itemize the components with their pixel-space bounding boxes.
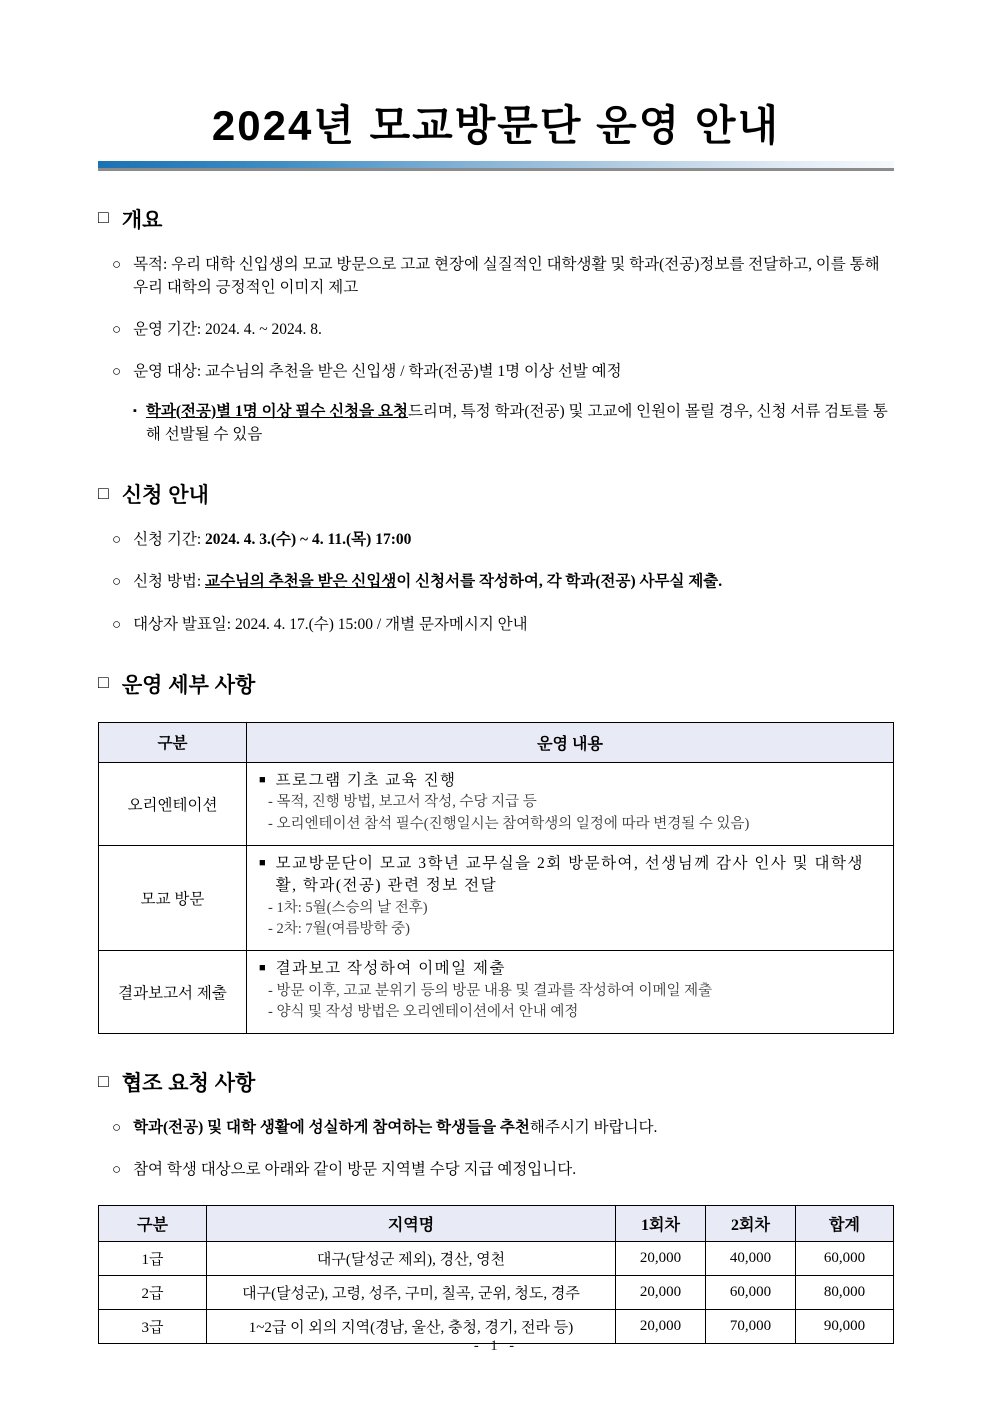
details-main-line	[259, 770, 883, 792]
section-heading-text: 협조 요청 사항	[121, 1072, 256, 1096]
section-cooperation-heading	[98, 1067, 894, 1097]
table-cell: 90,000	[796, 1309, 894, 1343]
circle-bullet-icon: ○	[112, 616, 122, 633]
details-row-content	[247, 951, 894, 1034]
filled-square-bullet-icon: ■	[259, 773, 266, 786]
circle-bullet-icon: ○	[112, 256, 122, 273]
title-accent-bar	[98, 161, 894, 171]
section-cooperation	[98, 1067, 894, 1344]
table-cell: 20,000	[616, 1241, 706, 1275]
details-header-category: 구분	[99, 722, 247, 762]
table-cell: 3급	[99, 1309, 207, 1343]
apply-period-item	[112, 528, 894, 551]
table-cell: 60,000	[796, 1241, 894, 1275]
filled-square-bullet-icon: ■	[259, 856, 266, 869]
section-overview	[98, 204, 894, 447]
apply-period-value: 2024. 4. 3.(수) ~ 4. 11.(목) 17:00	[205, 531, 412, 548]
section-heading-text: 개요	[121, 208, 163, 232]
table-cell: 대구(달성군), 고령, 성주, 구미, 칠곡, 군위, 청도, 경주	[207, 1275, 616, 1309]
square-bullet-icon: □	[98, 1070, 109, 1091]
document-title: 2024년 모교방문단 운영 안내	[211, 102, 781, 149]
square-bullet-icon: □	[98, 207, 109, 227]
table-cell: 1~2급 이 외의 지역(경남, 울산, 충청, 경기, 전라 등)	[207, 1309, 616, 1343]
overview-purpose-text: 목적: 우리 대학 신입생의 모교 방문으로 고교 현장에 실질적인 대학생활 및 학과(전공)정보를 전달하고, 이를 통해 우리 대학의 긍정적인 이미지 제고	[133, 255, 880, 296]
overview-note-emphasis: 학과(전공)별 1명 이상 필수 신청을 요청	[145, 402, 408, 420]
details-sub-line: - 1차: 5월(스승의 날 전후)	[268, 899, 428, 916]
details-sub-line: - 2차: 7월(여름방학 중)	[268, 921, 410, 938]
details-sub-line: - 오리엔테이션 참석 필수(진행일시는 참여학생의 일정에 따라 변경될 수 있음)	[268, 815, 750, 832]
table-cell: 40,000	[706, 1241, 796, 1275]
apply-method-label: 신청 방법:	[133, 573, 206, 591]
apply-method-rest: 이 신청서를 작성하여, 각 학과(전공) 사무실 제출.	[396, 573, 723, 591]
overview-note-item	[133, 400, 894, 447]
table-cell: 20,000	[616, 1309, 706, 1343]
details-main-line	[259, 853, 883, 898]
apply-method-text	[133, 570, 894, 593]
overview-note-rest: 드리며, 특정 학과(전공) 및 고교에 인원이 몰릴 경우, 신청 서류 검토를 통해 선발될 수 있음	[145, 402, 888, 443]
allowance-row-grade2	[99, 1275, 894, 1309]
overview-period-item	[112, 318, 894, 341]
table-cell: 20,000	[616, 1275, 706, 1309]
details-row-report	[99, 951, 894, 1034]
apply-method-item	[112, 570, 894, 593]
details-main-line	[259, 958, 883, 980]
square-bullet-icon: □	[98, 482, 109, 503]
circle-bullet-icon: ○	[112, 574, 122, 591]
details-row-label: 결과보고서 제출	[99, 951, 247, 1034]
allowance-header-visit1: 1회차	[616, 1205, 706, 1241]
page-number: - 1 -	[473, 1338, 519, 1354]
details-sub-line: - 양식 및 작성 방법은 오리엔테이션에서 안내 예정	[268, 1004, 579, 1021]
circle-bullet-icon: ○	[112, 1162, 122, 1179]
apply-announcement-item	[112, 613, 894, 636]
section-heading-text: 운영 세부 사항	[121, 673, 256, 697]
table-cell: 60,000	[706, 1275, 796, 1309]
overview-target-text: 운영 대상: 교수님의 추천을 받은 신입생 / 학과(전공)별 1명 이상 선발 예정	[133, 363, 622, 381]
allowance-header-total: 합계	[796, 1205, 894, 1241]
circle-bullet-icon: ○	[112, 532, 122, 548]
section-apply	[98, 479, 894, 636]
allowance-header-visit2: 2회차	[706, 1205, 796, 1241]
section-overview-heading	[98, 204, 894, 234]
overview-target-item	[112, 360, 894, 383]
details-main-text: 프로그램 기초 교육 진행	[275, 771, 457, 789]
overview-purpose-item	[112, 253, 894, 300]
table-cell: 80,000	[796, 1275, 894, 1309]
table-cell: 대구(달성군 제외), 경산, 영천	[207, 1241, 616, 1275]
section-details	[98, 669, 894, 1034]
details-row-orientation	[99, 762, 894, 845]
table-cell: 2급	[99, 1275, 207, 1309]
circle-bullet-icon: ○	[112, 322, 122, 338]
details-sub-line: - 방문 이후, 고교 분위기 등의 방문 내용 및 결과를 작성하여 이메일 제출	[268, 982, 713, 999]
apply-period-label: 신청 기간:	[133, 531, 206, 548]
details-header-content: 운영 내용	[247, 722, 894, 762]
apply-method-emphasis: 교수님의 추천을 받은 신입생	[205, 573, 397, 591]
section-apply-heading	[98, 479, 894, 509]
cooperation-allowance-text: 참여 학생 대상으로 아래와 같이 방문 지역별 수당 지급 예정입니다.	[133, 1161, 577, 1179]
overview-period-text: 운영 기간: 2024. 4. ~ 2024. 8.	[133, 321, 322, 338]
details-main-text: 모교방문단이 모교 3학년 교무실을 2회 방문하여, 선생님께 감사 인사 및 대학생활, 학과(전공) 관련 정보 전달	[275, 854, 864, 895]
table-cell: 1급	[99, 1241, 207, 1275]
cooperation-recommend-text	[133, 1116, 894, 1139]
allowance-header-grade: 구분	[99, 1205, 207, 1241]
cooperation-recommend-rest: 해주시기 바랍니다.	[529, 1119, 658, 1137]
details-row-content	[247, 845, 894, 950]
details-row-visit	[99, 845, 894, 950]
allowance-table-header-row	[99, 1205, 894, 1241]
small-square-bullet-icon: ▪	[133, 404, 137, 417]
details-row-label: 오리엔테이션	[99, 762, 247, 845]
allowance-table	[98, 1205, 894, 1344]
apply-period-text	[133, 528, 894, 551]
section-details-heading	[98, 669, 894, 699]
details-row-label: 모교 방문	[99, 845, 247, 950]
details-table-header-row	[99, 722, 894, 762]
apply-announcement-text: 대상자 발표일: 2024. 4. 17.(수) 15:00 / 개별 문자메시지 안내	[133, 615, 528, 633]
details-main-text: 결과보고 작성하여 이메일 제출	[275, 960, 506, 978]
details-row-content	[247, 762, 894, 845]
cooperation-recommend-emphasis: 학과(전공) 및 대학 생활에 성실하게 참여하는 학생들을 추천	[133, 1119, 530, 1137]
table-cell: 70,000	[706, 1309, 796, 1343]
circle-bullet-icon: ○	[112, 1120, 122, 1137]
details-sub-line: - 목적, 진행 방법, 보고서 작성, 수당 지급 등	[268, 794, 537, 811]
filled-square-bullet-icon: ■	[259, 962, 266, 975]
allowance-header-region: 지역명	[207, 1205, 616, 1241]
section-heading-text: 신청 안내	[121, 484, 209, 507]
circle-bullet-icon: ○	[112, 364, 122, 381]
details-table	[98, 722, 894, 1034]
allowance-row-grade1	[99, 1241, 894, 1275]
cooperation-allowance-item	[112, 1158, 894, 1181]
cooperation-recommend-item	[112, 1116, 894, 1139]
square-bullet-icon: □	[98, 672, 109, 693]
overview-note-text	[146, 400, 894, 447]
